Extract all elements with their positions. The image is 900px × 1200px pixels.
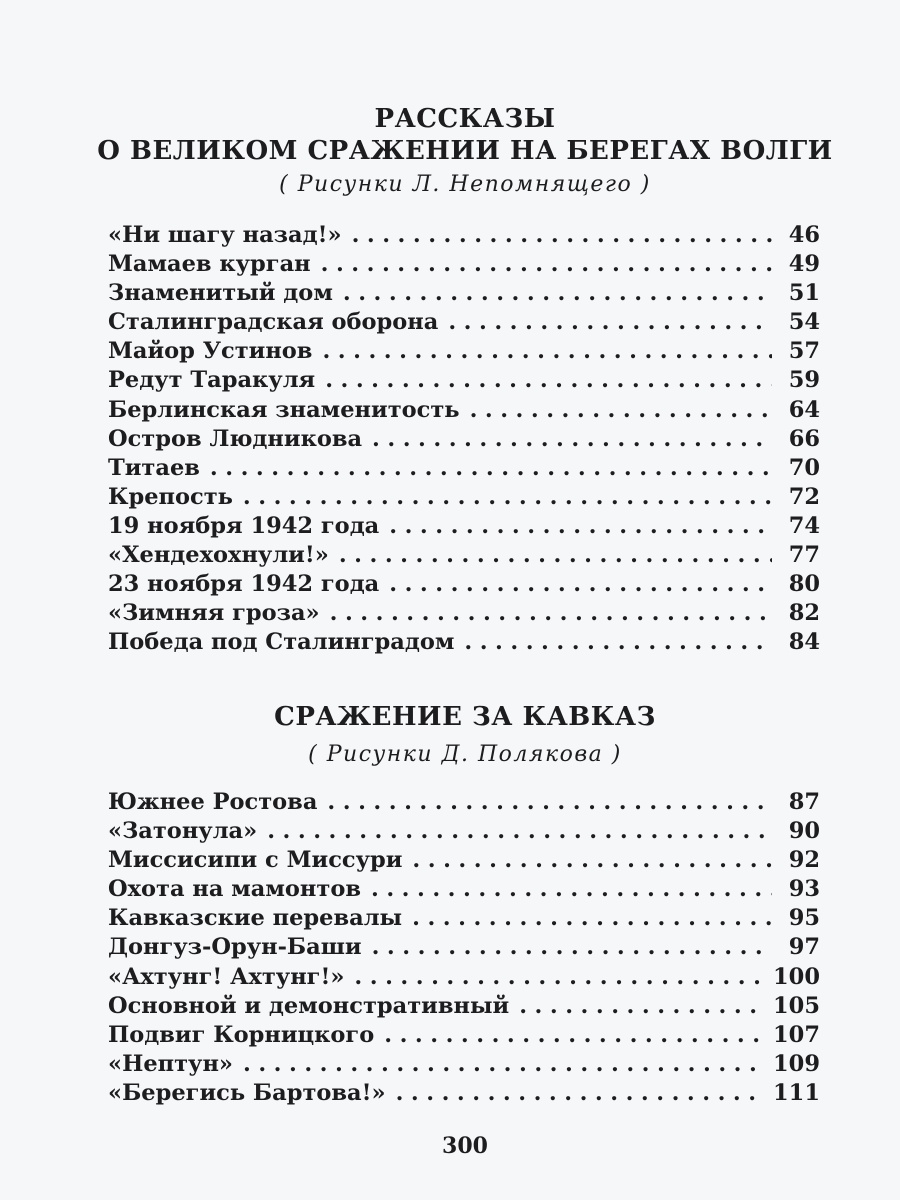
toc-entry bbox=[108, 425, 820, 454]
entry-title: 23 ноября 1942 года bbox=[108, 571, 380, 598]
entry-title: Сталинградская оборона bbox=[108, 309, 439, 336]
dot-leader bbox=[464, 628, 772, 657]
entry-title: Остров Людникова bbox=[108, 425, 363, 452]
entry-page: 82 bbox=[788, 600, 820, 627]
entry-page: 111 bbox=[773, 1079, 820, 1106]
entry-page: 49 bbox=[788, 251, 820, 278]
entry-title: Победа под Сталинградом bbox=[108, 629, 455, 656]
dot-leader bbox=[243, 1050, 765, 1079]
entry-title: Охота на мамонтов bbox=[108, 876, 361, 903]
entry-page: 92 bbox=[788, 847, 820, 874]
entry-page: 77 bbox=[788, 542, 820, 569]
entry-title: Кавказские перевалы bbox=[108, 905, 403, 932]
entry-page: 54 bbox=[788, 309, 820, 336]
toc-entry bbox=[108, 1050, 820, 1079]
toc-entry bbox=[108, 337, 820, 366]
entry-page: 100 bbox=[773, 963, 820, 990]
dot-leader bbox=[519, 992, 765, 1021]
toc-entry bbox=[108, 221, 820, 250]
dot-leader bbox=[389, 512, 772, 541]
dot-leader bbox=[354, 963, 765, 992]
entry-page: 105 bbox=[773, 992, 820, 1019]
toc-entry bbox=[108, 250, 820, 279]
section-1-subtitle: ( Рисунки Л. Непомнящего ) bbox=[279, 172, 651, 197]
entry-title: Титаев bbox=[108, 454, 200, 481]
entry-title: Мамаев курган bbox=[108, 251, 311, 278]
dot-leader bbox=[470, 396, 772, 425]
entry-page: 74 bbox=[788, 512, 820, 539]
page-number: 300 bbox=[442, 1133, 488, 1159]
entry-title: «Затонула» bbox=[108, 818, 258, 845]
dot-leader bbox=[210, 454, 772, 483]
entry-page: 51 bbox=[788, 280, 820, 307]
dot-leader bbox=[243, 483, 772, 512]
dot-leader bbox=[372, 933, 772, 962]
entry-title: «Хендехохнули!» bbox=[108, 542, 329, 569]
toc-entry bbox=[108, 904, 820, 933]
toc-entry bbox=[108, 817, 820, 846]
section-2-subtitle: ( Рисунки Д. Полякова ) bbox=[308, 742, 622, 767]
toc-entry bbox=[108, 846, 820, 875]
dot-leader bbox=[267, 817, 772, 846]
toc-entry bbox=[108, 1021, 820, 1050]
entry-page: 84 bbox=[788, 629, 820, 656]
entry-title: «Ни шагу назад!» bbox=[108, 222, 342, 248]
toc-entry bbox=[108, 396, 820, 425]
toc-entry bbox=[108, 963, 820, 992]
toc-entry bbox=[108, 454, 820, 483]
toc-entry bbox=[108, 279, 820, 308]
toc-entry bbox=[108, 366, 820, 395]
entry-page: 66 bbox=[788, 425, 820, 452]
entry-page: 72 bbox=[788, 483, 820, 510]
toc-entry bbox=[108, 788, 820, 817]
entry-page: 80 bbox=[788, 571, 820, 598]
dot-leader bbox=[412, 904, 772, 933]
toc-entry bbox=[108, 483, 820, 512]
entry-title: «Берегись Бартова!» bbox=[108, 1079, 386, 1106]
dot-leader bbox=[327, 788, 772, 817]
section-2-toc bbox=[108, 788, 820, 1108]
dot-leader bbox=[412, 846, 772, 875]
toc-entry bbox=[108, 541, 820, 570]
dot-leader bbox=[389, 570, 772, 599]
entry-title: Майор Устинов bbox=[108, 338, 313, 365]
dot-leader bbox=[325, 366, 772, 395]
entry-title: «Зимняя гроза» bbox=[108, 600, 320, 627]
toc-entry bbox=[108, 599, 820, 628]
dot-leader bbox=[343, 279, 772, 308]
entry-title: Редут Таракуля bbox=[108, 367, 316, 394]
dot-leader bbox=[352, 221, 772, 250]
section-1-title-line-2: О ВЕЛИКОМ СРАЖЕНИИ НА БЕРЕГАХ ВОЛГИ bbox=[97, 136, 833, 166]
toc-entry bbox=[108, 1079, 820, 1108]
entry-page: 97 bbox=[788, 934, 820, 961]
toc-entry bbox=[108, 308, 820, 337]
entry-page: 87 bbox=[788, 789, 820, 815]
entry-title: Южнее Ростова bbox=[108, 789, 318, 815]
entry-title: Подвиг Корницкого bbox=[108, 1021, 375, 1048]
entry-page: 70 bbox=[788, 454, 820, 481]
dot-leader bbox=[322, 337, 772, 366]
entry-title: Знаменитый дом bbox=[108, 280, 333, 307]
entry-page: 57 bbox=[788, 338, 820, 365]
entry-title: «Ахтунг! Ахтунг!» bbox=[108, 963, 345, 990]
entry-title: Основной и демонстративный bbox=[108, 992, 510, 1019]
entry-page: 90 bbox=[788, 818, 820, 845]
dot-leader bbox=[396, 1079, 765, 1108]
entry-page: 95 bbox=[788, 905, 820, 932]
section-1-toc bbox=[108, 221, 820, 657]
entry-title: Миссисипи с Миссури bbox=[108, 847, 403, 874]
dot-leader bbox=[384, 1021, 765, 1050]
section-1-title-line-1: РАССКАЗЫ bbox=[374, 104, 556, 134]
dot-leader bbox=[372, 425, 772, 454]
dot-leader bbox=[330, 599, 772, 628]
entry-page: 109 bbox=[773, 1050, 820, 1077]
toc-entry bbox=[108, 875, 820, 904]
entry-title: «Нептун» bbox=[108, 1050, 233, 1077]
entry-page: 64 bbox=[788, 396, 820, 423]
entry-page: 46 bbox=[788, 222, 820, 248]
toc-entry bbox=[108, 570, 820, 599]
dot-leader bbox=[321, 250, 772, 279]
entry-title: Крепость bbox=[108, 483, 233, 510]
toc-entry bbox=[108, 628, 820, 657]
section-2-title: СРАЖЕНИЕ ЗА КАВКАЗ bbox=[274, 702, 656, 732]
entry-page: 93 bbox=[788, 876, 820, 903]
toc-entry bbox=[108, 933, 820, 962]
entry-page: 59 bbox=[788, 367, 820, 394]
toc-entry bbox=[108, 992, 820, 1021]
toc-entry bbox=[108, 512, 820, 541]
dot-leader bbox=[339, 541, 772, 570]
entry-title: Берлинская знаменитость bbox=[108, 396, 460, 423]
dot-leader bbox=[371, 875, 772, 904]
dot-leader bbox=[448, 308, 772, 337]
entry-title: Донгуз-Орун-Баши bbox=[108, 934, 362, 961]
entry-title: 19 ноября 1942 года bbox=[108, 512, 380, 539]
entry-page: 107 bbox=[773, 1021, 820, 1048]
